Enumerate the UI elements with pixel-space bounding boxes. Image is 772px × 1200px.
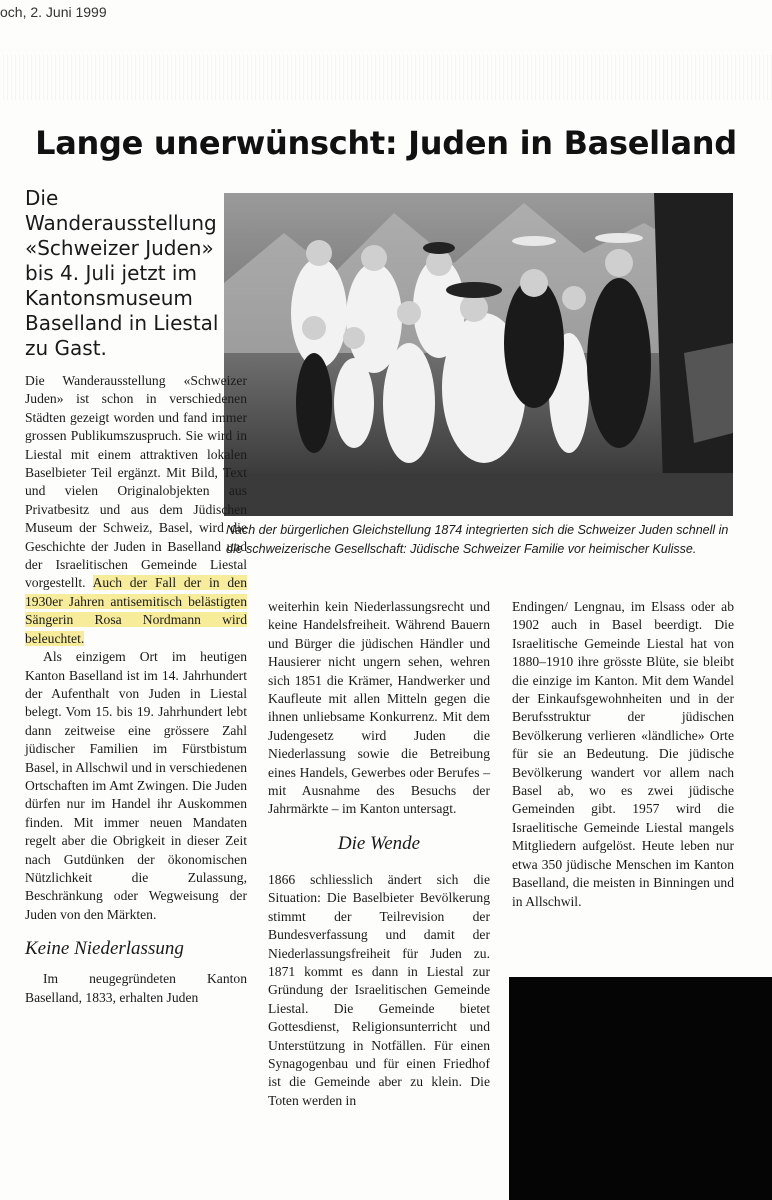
subheading: Keine Niederlassung — [25, 938, 184, 960]
dateline: och, 2. Juni 1999 — [0, 4, 107, 20]
paragraph: Als einzigem Ort im heutigen Kanton Baselland ist im 14. Jahrhundert der Aufenthalt von Juden in Liestal belegt. Vom 15. bis 19. Jahrhundert lebt dann zeitweise eine grössere Zahl jüdischer Familien im Fürstbistum Basel, in Allschwil und in verschiedenen Ortschaften im Amt Zwingen. Die Juden dürfen nur im Handel ihr Auskommen finden. Mit immer neuen Mandaten regelt aber die Obrigkeit in dieser Zeit nach Gutdünken der ökonomischen Nützlichkeit die Zulassung, Beschränkung oder Wegweisung der Juden von den Märkten. — [25, 649, 247, 922]
paragraph: 1866 schliesslich ändert sich die Situation: Die Baselbieter Bevölkerung stimmt der Teilrevision der Bundesverfassung und damit der Niederlassungsfreiheit für Juden zu. 1871 kommt es dann in Liestal zur Gründung der Israelitischen Gemeinde Liestal. Die Gemeinde bietet Gottesdienst, Religionsunterricht und Unterstützung in Notfällen. Für einen Synagogenbau und für einen Friedhof ist die Gemeinde aber zu klein. Die Toten werden in — [268, 871, 490, 1108]
paragraph-text: Die Wanderausstellung «Schweizer Juden» ist schon in verschiedenen Städten gezeigt worden und fand immer grossen Publikumszuspruch. Sie wird in Liestal mit einem attraktiven lokalen Baselbieter Teil ergänzt. Mit Bild, Text und vielen Originalobjekten aus Privatbesitz und aus dem Jüdischen Museum der Schweiz, Basel, wird die Geschichte der Juden in Baselland und der Israelitischen Gemeinde Liestal vorgestellt. — [25, 373, 247, 591]
highlighted-text: Auch der Fall der in den 1930er Jahren antisemitisch belästigten Sängerin Rosa Nordmann wird beleuchtet. — [25, 575, 248, 646]
paragraph: Endingen/ Lengnau, im Elsass oder ab 1902 auch in Basel beerdigt. Die Israelitische Gemeinde Liestal hat von 1880–1910 ihre grösste Blüte, sie bleibt die einzige im Kanton. Mit dem Wandel der Einkaufsgewohnheiten und in der Berufsstruktur der jüdischen Bevölkerung verlieren «ländliche» Orte für sie an Bedeutung. Die jüdische Bevölkerung wandert vor allem nach Basel ab, wo es zwei jüdische Gemeinden gibt. 1957 wird die Israelitische Gemeinde Liestal mangels Mitgliedern aufgelöst. Heute leben nur etwa 350 jüdische Menschen im Kanton Baselland, die meisten in Binningen und in Allschwil. — [512, 599, 734, 909]
scan-artifact — [0, 55, 772, 100]
subheading: Die Wende — [337, 832, 421, 854]
family-photo — [224, 193, 733, 516]
article-headline: Lange unerwünscht: Juden in Baselland — [35, 124, 737, 162]
paragraph: weiterhin kein Niederlassungsrecht und keine Handelsfreiheit. Während Bauern und Bürger die jüdischen Händler und Hausierer nicht ungern sehen, wehren sich 1851 die Krämer, Handwerker und Kaufleute mit allen Mitteln gegen die ihnen unliebsame Konkurrenz. Mit dem Judengesetz wird Juden die Niederlassung sowie die Betreibung eines Handels, Gewerbes oder Berufes – mit Ausnahme des Besuchs der Jahrmärkte – im Kanton untersagt. — [268, 599, 490, 817]
article-lead: Die Wanderausstellung «Schweizer Juden» bis 4. Juli jetzt im Kantonsmuseum Baselland in Liestal zu Gast. — [25, 186, 219, 360]
redaction-block — [509, 977, 772, 1200]
paragraph — [25, 372, 247, 648]
photo-caption: Nach der bürgerlichen Gleichstellung 1874 integrierten sich die Schweizer Juden schnell in die schweizerische Gesellschaft: Jüdische Schweizer Familie vor heimischer Kulisse. — [226, 523, 729, 556]
article-column-2 — [268, 598, 490, 1110]
article-column-3 — [512, 598, 734, 911]
article-column-1 — [25, 372, 247, 1007]
paragraph: Im neugegründeten Kanton Baselland, 1833, erhalten Juden — [25, 971, 247, 1005]
